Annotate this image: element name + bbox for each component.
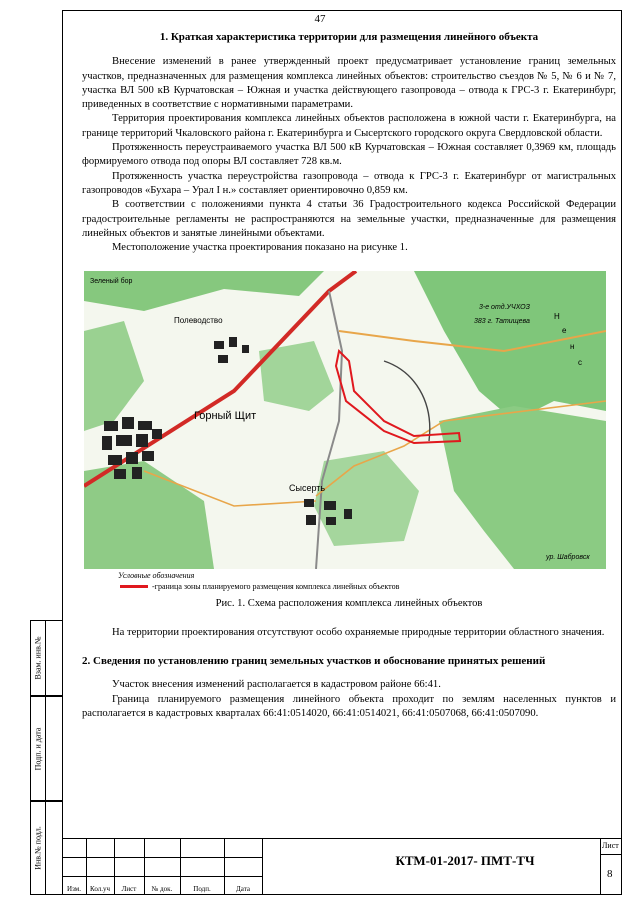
sheet-number: 8 bbox=[607, 868, 613, 880]
map-label: 383 г. Татищева bbox=[474, 318, 530, 326]
paragraph: Внесение изменений в ранее утвержденный проект предусматривает установление границ земельных участков, предназначенных для размещения комплекса линейных объектов: строительство съездов № 5, № 6 и № 7, участка ВЛ 500 кВ Курчатовская – Южная и участка действующего газопровода – отвода к ГРС-3 г. Екатеринбург, приведенных в соответствие с нормативными параметрами. bbox=[82, 56, 616, 111]
map-label: Сысерть bbox=[289, 483, 326, 494]
paragraph: Территория проектирования комплекса линейных объектов расположена в южной части г. Екатеринбурга, на границе территорий Чкаловского района г. Екатеринбурга и Сысертского городского округа Свердловской области. bbox=[82, 113, 616, 139]
page-number: 47 bbox=[314, 13, 326, 25]
map-label: Зеленый бор bbox=[90, 278, 133, 286]
stamp-label: Кол.уч bbox=[90, 885, 110, 893]
paragraph: Протяженность переустраиваемого участка ВЛ 500 кВ Курчатовская – Южная составляет 0,3969 км, площадь формируемого отвода под опоры ВЛ составляет 728 кв.м. bbox=[82, 142, 616, 168]
location-map bbox=[84, 271, 606, 569]
paragraph: Участок внесения изменений располагается в кадастровом районе 66:41. bbox=[112, 679, 441, 691]
title-block bbox=[62, 838, 622, 895]
paragraph: В соответствии с положениями пункта 4 статьи 36 Градостроительного кодекса Российской Федерации градостроительные регламенты не распространяются на земельные участки, предназначенные для размещения линейных объектов и занятые линейными объектами. bbox=[82, 199, 616, 239]
paragraph: На территории проектирования отсутствуют особо охраняемые природные территории областного значения. bbox=[112, 626, 605, 638]
side-box-replaced: Взам. инв.№ bbox=[30, 620, 63, 696]
map-legend bbox=[82, 569, 616, 597]
map-label: ур. Шабровск bbox=[546, 554, 590, 562]
legend-title: Условные обозначения bbox=[118, 571, 195, 581]
stamp-label: Изм. bbox=[67, 885, 81, 893]
sheet-label: Лист bbox=[602, 841, 619, 850]
map-label: Горный Щит bbox=[194, 410, 257, 423]
map-label: с bbox=[578, 358, 582, 368]
stamp-label: Лист bbox=[121, 885, 137, 893]
side-box-inventory: Инв.№ подл. bbox=[30, 801, 63, 895]
legend-red-line bbox=[120, 585, 148, 588]
paragraph: Граница планируемого размещения линейного объекта проходит по землям населенных пунктов и располагается в кадастровых кварталах 66:41:0514020, 66:41:0514021, 66:41:0507068, 66:41:0507090. bbox=[82, 693, 616, 719]
side-box-signature: Подп. и дата bbox=[30, 696, 63, 801]
section-1-heading: 1. Краткая характеристика территории для размещения линейного объекта bbox=[159, 31, 539, 43]
map-label: е bbox=[562, 326, 567, 336]
paragraph: Местоположение участка проектирования показано на рисунке 1. bbox=[112, 242, 408, 254]
stamp-label: Дата bbox=[236, 885, 250, 893]
stamp-label: Подп. bbox=[193, 885, 211, 893]
legend-description: -граница зоны планируемого размещения комплекса линейных объектов bbox=[152, 582, 400, 592]
map-label: н bbox=[570, 342, 575, 352]
stamp-label: № док. bbox=[151, 885, 173, 893]
map-graphic bbox=[84, 271, 606, 569]
document-body bbox=[82, 26, 616, 721]
document-code: КТМ-01-2017- ПМТ-ТЧ bbox=[395, 853, 535, 868]
map-label: 3-е отд.УЧХОЗ bbox=[479, 304, 530, 312]
map-label: Полеводство bbox=[174, 316, 223, 326]
figure-caption: Рис. 1. Схема расположения комплекса линейных объектов bbox=[215, 598, 483, 610]
map-label: Н bbox=[554, 312, 560, 322]
section-2-heading: 2. Сведения по установлению границ земельных участков и обоснование принятых решений bbox=[82, 655, 546, 668]
paragraph: Протяженность участка переустройства газопровода – отвода к ГРС-3 г. Екатеринбург от магистральных газопроводов «Бухара – Урал I н.» составляет ориентировочно 0,859 км. bbox=[82, 170, 616, 196]
